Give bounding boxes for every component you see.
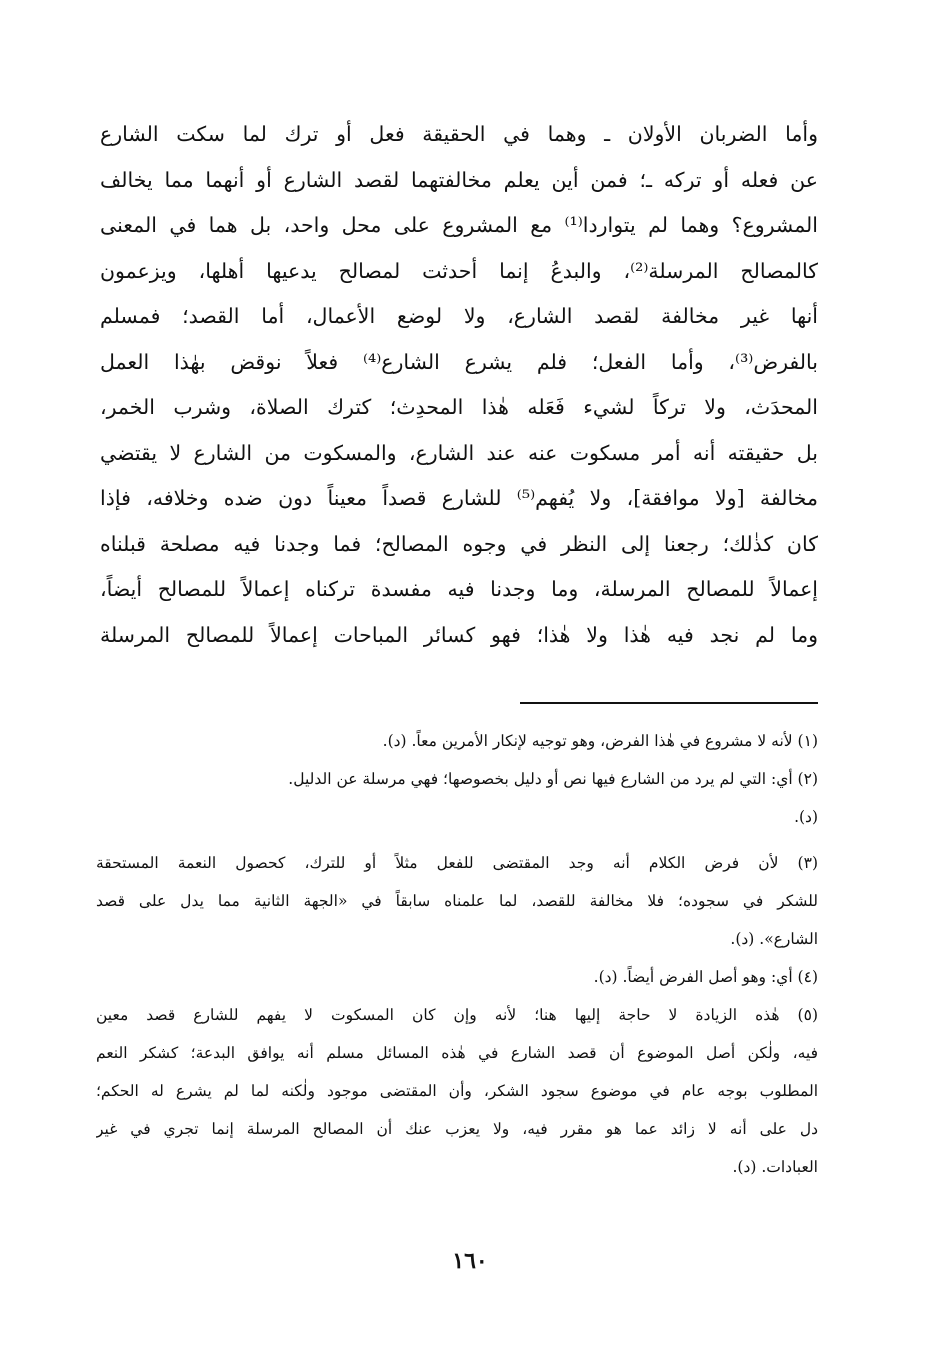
main-text-line: كالمصالح المرسلة⁽²⁾، والبدعُ إنما أحدثت لمصالح يدعيها أهلها، ويزعمون: [100, 258, 818, 283]
footnote-line: فيه، ولٰكن أصل الموضوع أن قصد الشارع في هٰذه المسائل مسلم أنه يوافق البدعة؛ كشكر النعم: [96, 1044, 818, 1062]
footnote-gap: [96, 836, 818, 844]
page-number: ١٦٠: [452, 1248, 488, 1274]
footnote-line: الشارع». (د).: [730, 930, 818, 948]
footnotes-block: [96, 722, 818, 1186]
footnote-2: [96, 760, 818, 836]
footnote-line: (٥) هٰذه الزيادة لا حاجة إليها هنا؛ لأنه وإن كان المسكوت لا يفهم للشارع قصد معين: [96, 1006, 818, 1024]
footnote-line: (د).: [794, 808, 818, 826]
main-text-line: مخالفة [ولا موافقة]، ولا يُفهم⁽⁵⁾ للشارع قصداً معيناً دون ضده وخلافه، فإذا: [100, 486, 818, 510]
footnote-4: [96, 958, 818, 996]
main-text-line: المشروع؟ وهما لم يتواردا⁽¹⁾ مع المشروع على محل واحد، بل هما في المعنى: [100, 213, 818, 237]
main-text-line: إعمالاً للمصالح المرسلة، وما وجدنا فيه مفسدة تركناه إعمالاً للمصالح أيضاً،: [100, 577, 818, 601]
footnote-3: [96, 844, 818, 958]
footnote-line: العبادات. (د).: [732, 1158, 818, 1176]
main-text-line: عن فعله أو تركه ـ؛ فمن أين يعلم مخالفتهما لقصد الشارع أو أنهما مما يخالف: [100, 167, 818, 192]
main-text-block: [100, 112, 818, 658]
main-text-line: المحدَث، ولا تركاً لشيء فَعَله هٰذا المحدِث؛ كترك الصلاة، وشرب الخمر،: [100, 395, 818, 419]
main-text-line: أنها غير مخالفة لقصد الشارع، ولا لوضع الأعمال، أما القصد؛ فمسلم: [100, 304, 818, 328]
footnote-line: (٣) لأن فرض الكلام أنه وجد المقتضى للفعل مثلاً أو للترك، كحصول النعمة المستحقة: [96, 854, 818, 872]
footnote-line: المطلوب بوجه عام في موضوع سجود الشكر، وأن المقتضى موجود ولٰكنه لما لم يشرع له الحكم؛: [96, 1082, 818, 1100]
main-text-line: بل حقيقته أنه أمر مسكوت عنه عند الشارع، والمسكوت من الشارع لا يقتضي: [100, 440, 818, 465]
footnote-line: دل على أنه لا زائد عما هو مقرر فيه، ولا يعزب عنك أن المصالح المرسلة إنما تجري في غير: [96, 1120, 818, 1138]
footnote-separator: [520, 702, 818, 704]
main-text-line: كان كذٰلك؛ رجعنا إلى النظر في وجوه المصالح؛ فما وجدنا فيه مصلحة قبلناه: [100, 531, 818, 556]
main-text-line: وأما الضربان الأولان ـ وهما في الحقيقة فعل أو ترك لما سكت الشارع: [100, 122, 818, 146]
footnote-line: (٤) أي: وهو أصل الفرض أيضاً. (د).: [593, 968, 818, 986]
footnote-line: (٢) أي: التي لم يرد من الشارع فيها نص أو دليل بخصوصها؛ فهي مرسلة عن الدليل.: [288, 770, 818, 788]
footnote-line: للشكر في سجوده؛ فلا مخالفة للقصد، لما علمناه سابقاً في «الجهة الثانية مما يدل على قصد: [96, 892, 818, 910]
main-text-line: بالفرض⁽³⁾، وأما الفعل؛ فلم يشرع الشارع⁽⁴⁾ فعلاً نوقض بهٰذا العمل: [100, 349, 818, 374]
footnote-5: [96, 996, 818, 1186]
footnote-line: (١) لأنه لا مشروع في هٰذا الفرض، وهو توجيه لإنكار الأمرين معاً. (د).: [382, 732, 818, 750]
footnote-1: [96, 722, 818, 760]
main-text-line: وما لم نجد فيه هٰذا ولا هٰذا؛ فهو كسائر المباحات إعمالاً للمصالح المرسلة: [100, 622, 818, 647]
